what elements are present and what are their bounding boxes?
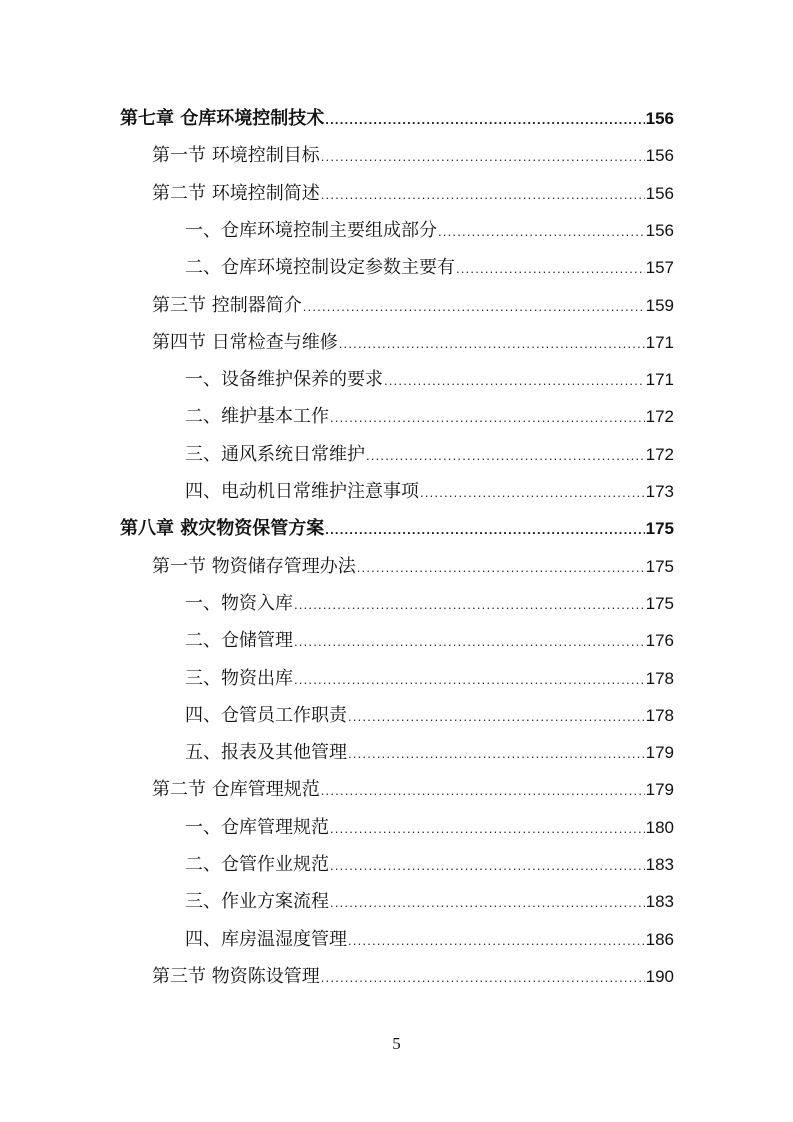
toc-entry-page: 173	[645, 482, 674, 501]
toc-entry	[185, 853, 674, 878]
toc-entry-page: 175	[645, 593, 674, 613]
toc-entry-page: 178	[645, 668, 674, 688]
toc-entry-page: 171	[645, 370, 674, 390]
toc-dot-leader	[330, 854, 645, 878]
toc-entry-page: 176	[645, 631, 674, 651]
toc-dot-leader	[348, 929, 645, 953]
toc-entry-page: 183	[645, 855, 674, 874]
toc-entry-title: 三、作业方案流程	[185, 891, 329, 913]
toc-entry	[185, 256, 674, 281]
toc-entry-title: 一、仓库环境控制主要组成部分	[185, 219, 437, 241]
toc-entry	[120, 517, 674, 542]
toc-entry	[185, 405, 674, 430]
toc-entry	[185, 704, 674, 729]
toc-entry	[185, 629, 674, 654]
toc-entry-title: 第四节 日常检查与维修	[152, 331, 338, 353]
toc-entry-title: 二、维护基本工作	[185, 406, 329, 428]
toc-entry	[152, 965, 674, 990]
toc-entry-page: 172	[645, 444, 674, 464]
toc-entry-title: 第二节 仓库管理规范	[152, 779, 320, 801]
toc-entry-page: 171	[645, 332, 674, 352]
toc-entry-page: 179	[645, 743, 674, 763]
toc-entry	[185, 816, 674, 841]
toc-entry-title: 第一节 环境控制目标	[152, 145, 320, 167]
toc-entry-page: 180	[645, 817, 674, 837]
toc-dot-leader	[348, 705, 645, 729]
toc-dot-leader	[294, 630, 645, 654]
toc-entry-title: 四、库房温湿度管理	[185, 928, 347, 950]
toc-entry-page: 156	[645, 183, 674, 203]
toc-entry-title: 二、仓库环境控制设定参数主要有	[185, 257, 455, 279]
toc-entry-page: 156	[645, 220, 674, 240]
toc-entry-page: 179	[645, 780, 674, 800]
toc-entry-title: 一、设备维护保养的要求	[185, 369, 383, 391]
toc-dot-leader	[321, 145, 645, 169]
toc-entry	[185, 368, 674, 393]
toc-entry-page: 156	[645, 109, 674, 128]
toc-entry	[152, 331, 674, 356]
toc-dot-leader	[330, 817, 645, 841]
toc-entry	[152, 182, 674, 207]
toc-dot-leader	[294, 668, 645, 692]
toc-entry-title: 一、物资入库	[185, 592, 293, 614]
toc-dot-leader	[330, 891, 645, 915]
toc-entry	[120, 107, 674, 132]
toc-dot-leader	[321, 966, 645, 990]
toc-entry-title: 第八章 救灾物资保管方案	[120, 518, 325, 540]
toc-dot-leader	[303, 295, 645, 319]
toc-entry-page: 172	[645, 407, 674, 427]
toc-dot-leader	[339, 332, 645, 356]
toc-dot-leader	[321, 183, 645, 207]
toc-entry-title: 三、物资出库	[185, 667, 293, 689]
toc-dot-leader	[366, 444, 645, 468]
toc-entry-title: 第七章 仓库环境控制技术	[120, 108, 325, 129]
page-number: 5	[392, 1034, 401, 1053]
toc-entry-title: 五、报表及其他管理	[185, 742, 347, 764]
toc-entry	[185, 928, 674, 953]
toc-entry	[152, 294, 674, 319]
toc-dot-leader	[357, 556, 645, 580]
toc-dot-leader	[384, 369, 645, 393]
toc-entry-page: 175	[645, 556, 674, 576]
toc-entry-page: 156	[645, 146, 674, 166]
toc-entry-title: 第二节 环境控制简述	[152, 182, 320, 204]
toc-entry-title: 四、仓管员工作职责	[185, 704, 347, 726]
toc-entry	[185, 667, 674, 692]
toc-entry-title: 一、仓库管理规范	[185, 816, 329, 838]
toc-entry-page: 178	[645, 705, 674, 725]
toc-dot-leader	[294, 593, 645, 617]
toc-entry-title: 第三节 物资陈设管理	[152, 965, 320, 987]
toc-entry-title: 第三节 控制器简介	[152, 294, 302, 316]
toc-entry	[185, 480, 674, 505]
toc-dot-leader	[438, 220, 645, 244]
toc-entry-title: 二、仓储管理	[185, 630, 293, 652]
toc-entry-page: 190	[645, 966, 674, 986]
toc-entry-title: 二、仓管作业规范	[185, 854, 329, 875]
toc-entry-page: 175	[645, 519, 674, 539]
toc-entry	[185, 592, 674, 617]
toc-entry-title: 四、电动机日常维护注意事项	[185, 481, 419, 502]
toc-entry	[185, 443, 674, 468]
toc-dot-leader	[325, 518, 644, 542]
toc-entry-title: 第一节 物资储存管理办法	[152, 555, 356, 577]
toc-entry-page: 183	[645, 892, 674, 912]
toc-dot-leader	[321, 779, 645, 803]
toc-entry	[185, 741, 674, 766]
toc-entry-page: 159	[645, 295, 674, 315]
toc-dot-leader	[456, 257, 645, 281]
toc-entry	[152, 778, 674, 803]
toc-entry-page: 157	[645, 258, 674, 278]
toc-dot-leader	[348, 742, 645, 766]
toc-entry	[185, 890, 674, 915]
toc-entry	[152, 144, 674, 169]
toc-entry	[185, 219, 674, 244]
toc-dot-leader	[330, 406, 645, 430]
toc-entry-page: 186	[645, 929, 674, 949]
toc-entry-title: 三、通风系统日常维护	[185, 443, 365, 465]
toc-dot-leader	[325, 108, 644, 132]
toc-entry	[152, 555, 674, 580]
toc-dot-leader	[420, 481, 645, 505]
